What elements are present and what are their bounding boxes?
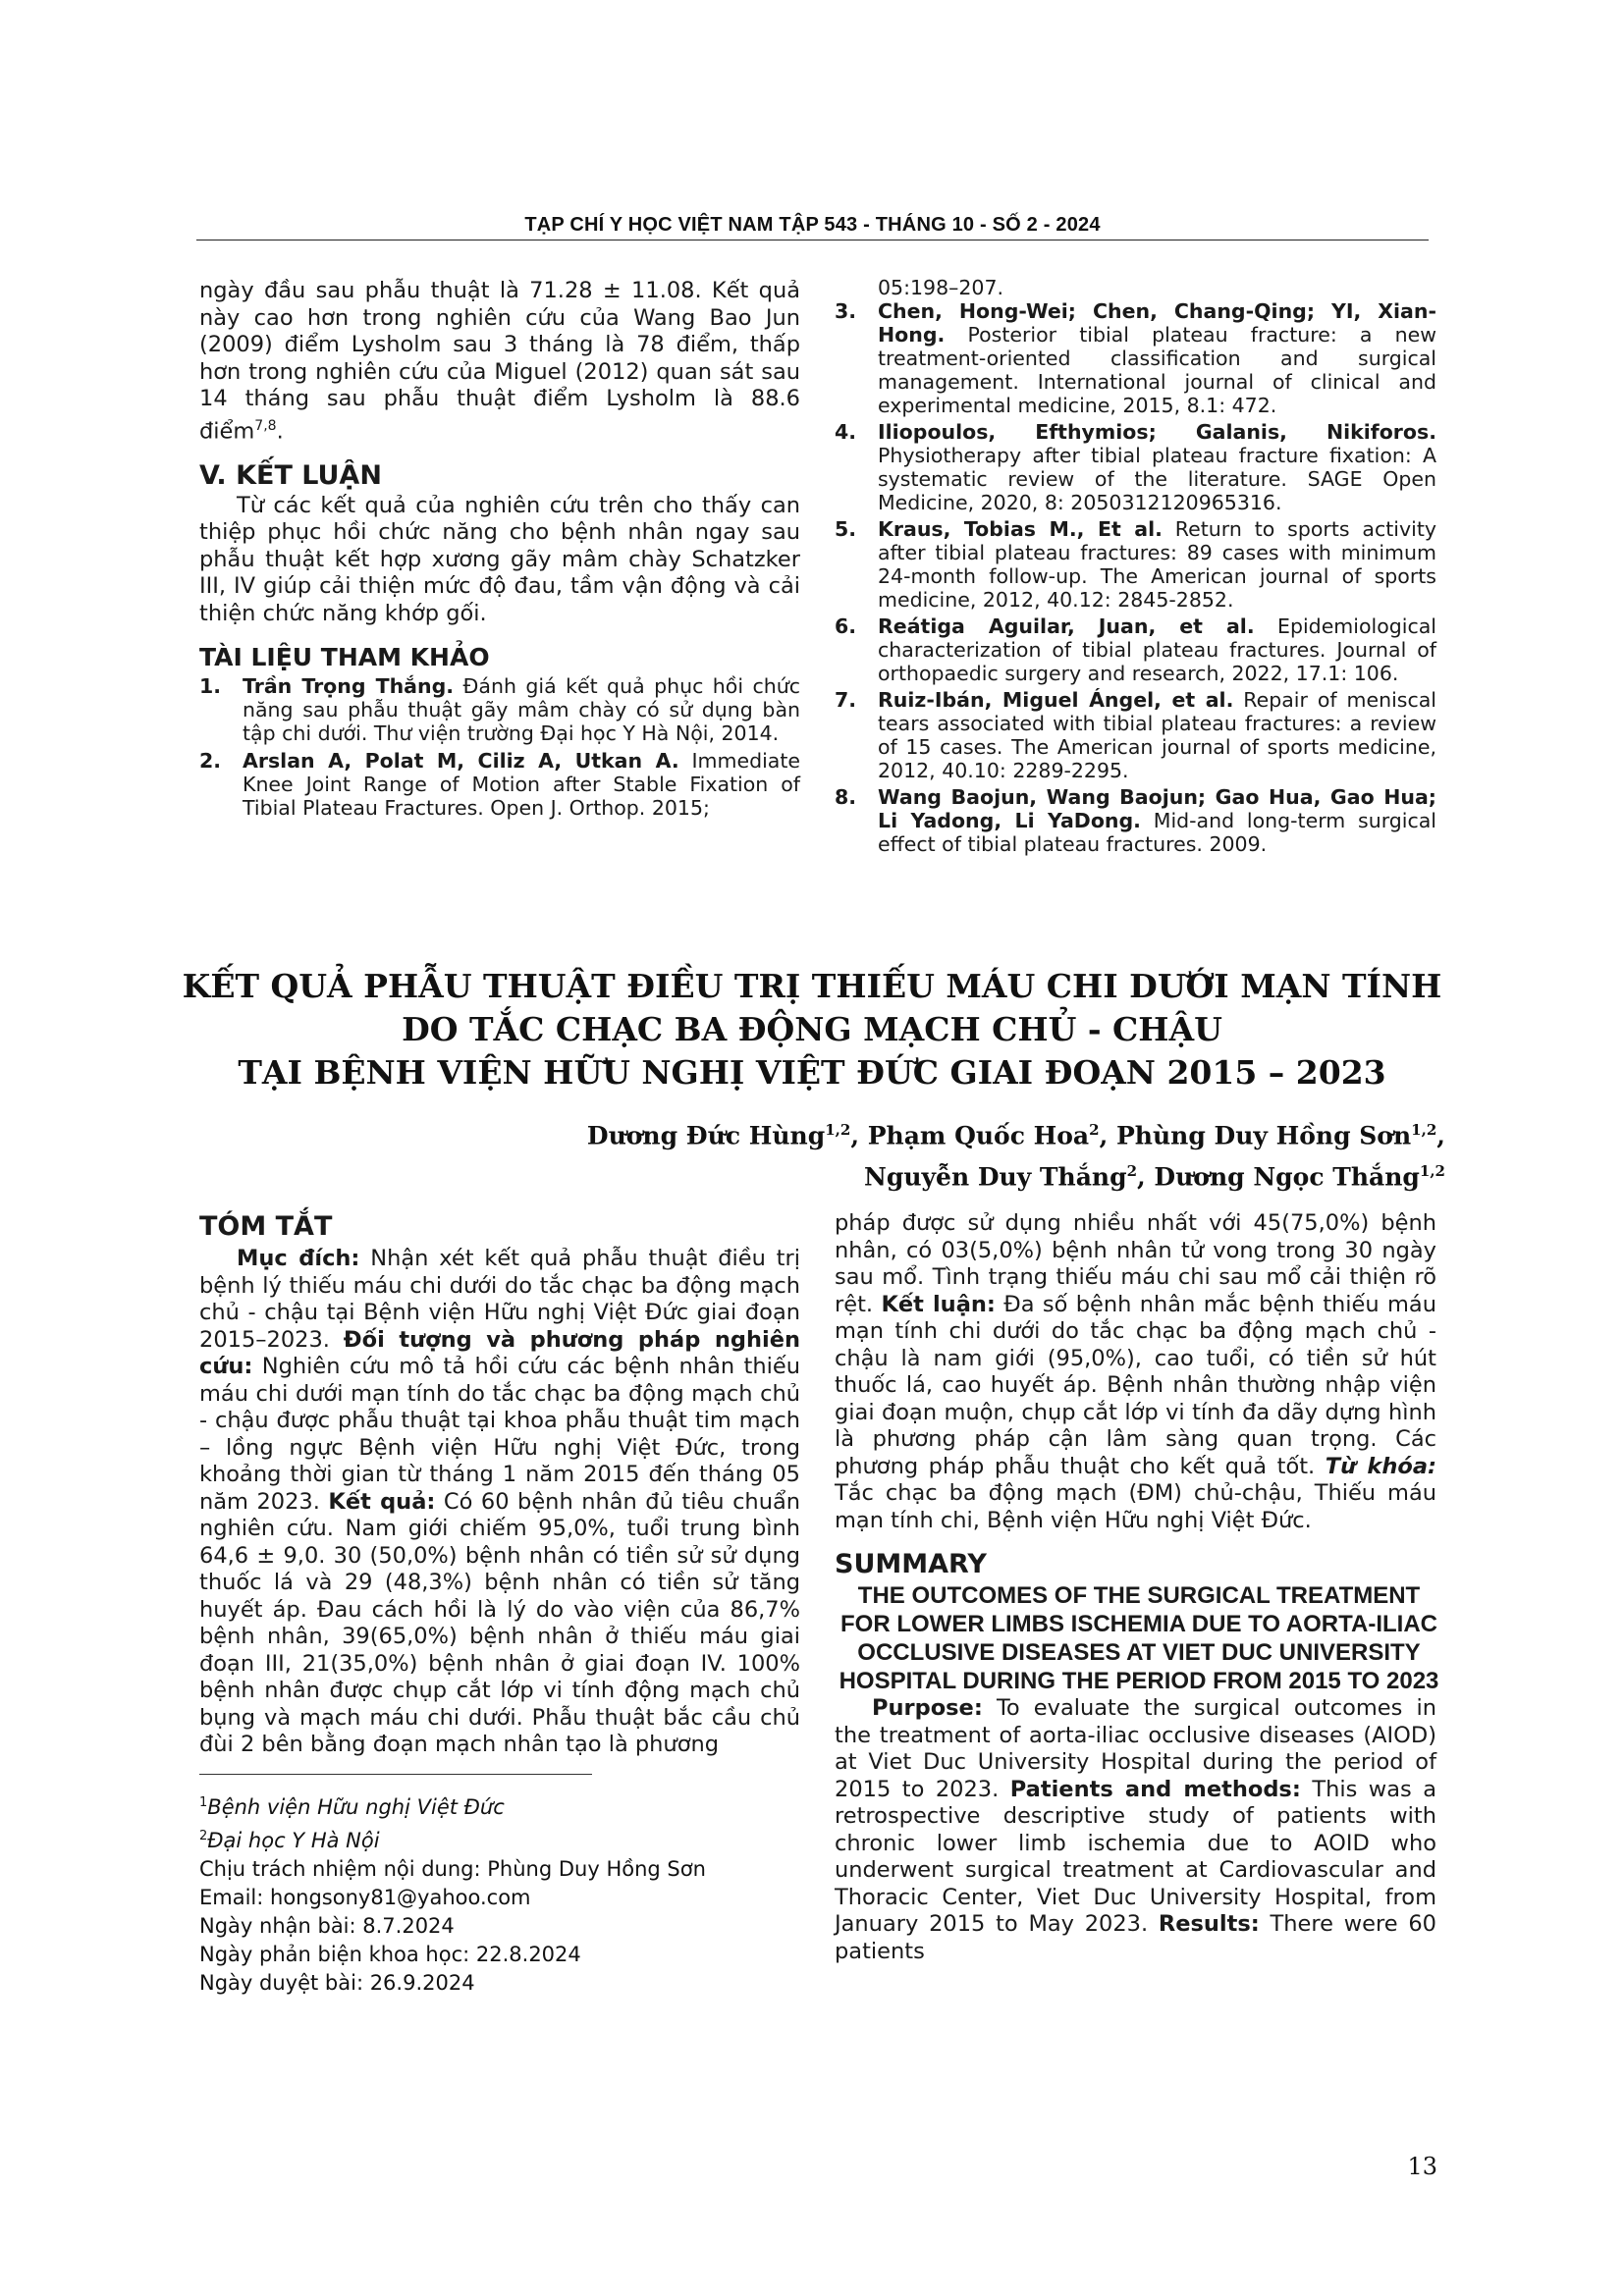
- reference-body: Đánh giá kết quả phục hồi chức năng sau phẫu thuật gãy mâm chày có sử dụng bàn tập chi dưới. Thư viện trường Đại học Y Hà Nội, 2014.: [243, 674, 800, 745]
- label-methods: Đối tượng và phương pháp nghiên cứu:: [199, 1326, 801, 1379]
- reference-item: [835, 420, 1436, 514]
- author-separator: ,: [1436, 1121, 1445, 1150]
- article-title: [157, 965, 1467, 1095]
- reference-author: Wang Baojun, Wang Baojun; Gao Hua, Gao Hua; Li Yadong, Li YaDong.: [878, 785, 1436, 832]
- running-header: TẠP CHÍ Y HỌC VIỆT NAM TẬP 543 - THÁNG 10 - SỐ 2 - 2024: [524, 214, 1101, 236]
- reference-body: Return to sports activity after tibial plateau fractures: 89 cases with minimum 24-month follow-up. The American journal of sports medicine, 2012, 40.12: 2845-2852.: [878, 517, 1436, 612]
- author-line: [587, 1153, 1445, 1195]
- text-conclusion: Đa số bệnh nhân mắc bệnh thiếu máu mạn tính chi dưới do tắc chạc ba động mạch chủ - chậu là nam giới (95,0%), cao tuổi, có tiền sử hút thuốc lá, cao huyết áp. Bệnh nhân thường nhập viện giai đoạn muộn, chụp cắt lớp vi tính đa dãy dựng hình là phương pháp cận lâm sàng quan trọng. Các phương pháp phẫu thuật cho kết quả tốt.: [835, 1291, 1436, 1479]
- label-conclusion: Kết luận:: [881, 1291, 996, 1317]
- reference-list-right: [835, 299, 1436, 856]
- reference-item: [835, 614, 1436, 685]
- label-methods-en: Patients and methods:: [1009, 1776, 1301, 1802]
- reference-item: [835, 688, 1436, 782]
- footnote-accepted: Ngày duyệt bài: 26.9.2024: [199, 1971, 475, 1995]
- author-affiliation: 1,2: [1411, 1121, 1437, 1139]
- abstract-vn-continuation: [835, 1210, 1436, 1534]
- reference-number: 6.: [835, 614, 857, 638]
- author-line: [587, 1112, 1445, 1153]
- author-name: Dương Đức Hùng: [586, 1121, 826, 1150]
- reference-text: [243, 674, 800, 745]
- reference-number: 4.: [835, 420, 857, 444]
- reference-author: Iliopoulos, Efthymios; Galanis, Nikiforos.: [878, 420, 1436, 444]
- footnote-reviewed: Ngày phản biện khoa học: 22.8.2024: [199, 1943, 581, 1966]
- author-affiliation: 1,2: [825, 1121, 851, 1139]
- reference-author: Reátiga Aguilar, Juan, et al.: [878, 614, 1255, 638]
- reference-author: Chen, Hong-Wei; Chen, Chang-Qing; YI, Xian-Hong.: [878, 299, 1436, 347]
- abstract-right: [835, 1210, 1439, 1965]
- footnote-corresponding: Chịu trách nhiệm nội dung: Phùng Duy Hồng Sơn: [199, 1857, 706, 1881]
- text-keywords: Tắc chạc ba động mạch (ĐM) chủ-chậu, Thiếu máu mạn tính chi, Bệnh viện Hữu nghị Việt Đức.: [835, 1480, 1436, 1533]
- reference-body: Immediate Knee Joint Range of Motion after Stable Fixation of Tibial Plateau Fractures. Open J. Orthop. 2015;: [243, 749, 800, 820]
- footnote-affiliation-1: [199, 1789, 800, 1822]
- references-heading: TÀI LIỆU THAM KHẢO: [199, 643, 490, 671]
- intro-text: ngày đầu sau phẫu thuật là 71.28 ± 11.08. Kết quả này cao hơn trong nghiên cứu của Wang Bao Jun (2009) điểm Lysholm sau 3 tháng là 78 điểm, thấp hơn trong nghiên cứu của Miguel (2012) quan sát sau 14 tháng sau phẫu thuật điểm Lysholm là 88.6 điểm: [199, 278, 800, 444]
- reference-number: 3.: [835, 299, 857, 323]
- intro-citation: 7,8: [254, 417, 277, 434]
- footnote-text: Bệnh viện Hữu nghị Việt Đức: [207, 1795, 505, 1819]
- title-line: DO TẮC CHẠC BA ĐỘNG MẠCH CHỦ - CHẬU: [402, 1010, 1222, 1048]
- reference-number: 1.: [199, 674, 222, 698]
- text-results-en: There were 60 patients: [835, 1911, 1436, 1964]
- reference-text: [878, 785, 1436, 856]
- reference-body: Physiotherapy after tibial plateau fracture fixation: A systematic review of the literature. SAGE Open Medicine, 2020, 8: 2050312120965316.: [878, 444, 1436, 514]
- author-separator: ,: [1137, 1162, 1155, 1192]
- reference-number: 2.: [199, 749, 222, 773]
- label-purpose-en: Purpose:: [872, 1695, 983, 1721]
- text-results: Có 60 bệnh nhân đủ tiêu chuẩn nghiên cứu. Nam giới chiếm 95,0%, tuổi trung bình 64,6 ± 9,0. 30 (50,0%) bệnh nhân có tiền sử sử dụng thuốc lá và 29 (48,3%) bệnh nhân có tiền sử tăng huyết áp. Đau cách hồi là lý do vào viện của 86,7% bệnh nhân, 39(65,0%) bệnh nhân ở thiếu máu giai đoạn III, 21(35,0%) bệnh nhân ở giai đoạn IV. 100% bệnh nhân được chụp cắt lớp vi tính động mạch chủ bụng và mạch máu chi dưới. Phẫu thuật bắc cầu chủ đùi 2 bên bằng đoạn mạch nhân tạo là phương: [199, 1488, 801, 1757]
- author-affiliation: 1,2: [1419, 1162, 1445, 1181]
- text-purpose-en: To evaluate the surgical outcomes in the treatment of aorta-iliac occlusive diseases (AIOD) at Viet Duc University Hospital during the period of 2015 to 2023.: [835, 1695, 1436, 1802]
- author-separator: ,: [850, 1121, 868, 1150]
- reference-author: Ruiz-Ibán, Miguel Ángel, et al.: [878, 688, 1234, 712]
- label-results-en: Results:: [1158, 1911, 1260, 1937]
- label-results: Kết quả:: [328, 1488, 436, 1515]
- reference-body: Epidemiological characterization of tibial plateau fractures. Journal of orthopaedic surgery and research, 2022, 17.1: 106.: [878, 614, 1436, 685]
- reference-body: Mid-and long-term surgical effect of tibial plateau fractures. 2009.: [878, 809, 1436, 856]
- reference-number: 5.: [835, 517, 857, 541]
- footnote-received: Ngày nhận bài: 8.7.2024: [199, 1914, 455, 1938]
- text-continuation: pháp được sử dụng nhiều nhất với 45(75,0%) bệnh nhân, có 03(5,0%) bệnh nhân tử vong trong 30 ngày sau mổ. Tình trạng thiếu máu chi sau mổ cải thiện rõ rệt.: [835, 1210, 1436, 1317]
- reference-author: Kraus, Tobias M., Et al.: [878, 517, 1163, 541]
- summary-title: THE OUTCOMES OF THE SURGICAL TREATMENT FOR LOWER LIMBS ISCHEMIA DUE TO AORTA-ILIAC OCCLUSIVE DISEASES AT VIET DUC UNIVERSITY HOSPITAL DURING THE PERIOD FROM 2015 TO 2023: [839, 1582, 1439, 1694]
- reference-text: [878, 614, 1436, 685]
- reference-number: 8.: [835, 785, 857, 809]
- reference-text: [243, 749, 800, 820]
- title-line: TẠI BỆNH VIỆN HỮU NGHỊ VIỆT ĐỨC GIAI ĐOẠN 2015 – 2023: [238, 1053, 1386, 1092]
- author-affiliation: 2: [1126, 1162, 1137, 1181]
- reference-text: [878, 688, 1436, 782]
- footnotes: [199, 1789, 800, 1998]
- reference-text: [878, 299, 1436, 417]
- reference-body: Posterior tibial plateau fracture: a new treatment-oriented classification and surgical management. International journal of clinical and experimental medicine, 2015, 8.1: 472.: [878, 323, 1436, 417]
- reference-text: [878, 420, 1436, 514]
- abstract-heading: TÓM TẮT: [199, 1211, 333, 1242]
- summary-heading: SUMMARY: [835, 1549, 987, 1579]
- abstract-vn-left: [199, 1210, 800, 1759]
- title-line: KẾT QUẢ PHẪU THUẬT ĐIỀU TRỊ THIẾU MÁU CHI DƯỚI MẠN TÍNH: [182, 967, 1442, 1005]
- reference-number: 7.: [835, 688, 857, 712]
- author-name: Nguyễn Duy Thắng: [864, 1162, 1127, 1192]
- text-methods-en: This was a retrospective descriptive study of patients with chronic lower limb ischemia due to AOID who underwent surgical treatment at Cardiovascular and Thoracic Center, Viet Duc University Hospital, from January 2015 to May 2023.: [835, 1776, 1436, 1937]
- footnote-sup: 1: [199, 1795, 208, 1810]
- reference-text: [878, 517, 1436, 612]
- reference-body: 05:198–207.: [878, 276, 1004, 299]
- text-methods: Nghiên cứu mô tả hồi cứu các bệnh nhân thiếu máu chi dưới mạn tính do tắc chạc ba động mạch chủ - chậu được phẫu thuật tại khoa phẫu thuật tim mạch – lồng ngực Bệnh viện Hữu nghị Việt Đức, trong khoảng thời gian từ tháng 1 năm 2015 đến tháng 05 năm 2023.: [199, 1354, 800, 1515]
- author-affiliation: 2: [1089, 1121, 1100, 1139]
- author-name: Dương Ngọc Thắng: [1154, 1162, 1420, 1192]
- author-list: [587, 1112, 1445, 1196]
- reference-author: Trần Trọng Thắng.: [243, 674, 455, 698]
- reference-list-left: [199, 674, 800, 820]
- page-number: 13: [1407, 2153, 1437, 2180]
- reference-item: [835, 785, 1436, 856]
- author-name: Phùng Duy Hồng Sơn: [1116, 1121, 1412, 1150]
- author-name: Phạm Quốc Hoa: [867, 1121, 1090, 1150]
- footnote-text: Đại học Y Hà Nội: [207, 1829, 380, 1852]
- reference-item: [199, 674, 800, 745]
- reference-item: [835, 299, 1436, 417]
- label-purpose: Mục đích:: [237, 1246, 360, 1271]
- summary-text: [835, 1695, 1436, 1965]
- author-separator: ,: [1099, 1121, 1116, 1150]
- text-purpose: Nhận xét kết quả phẫu thuật điều trị bệnh lý thiếu máu chi dưới do tắc chạc ba động mạch chủ - chậu tại Bệnh viện Hữu nghị Việt Đức giai đoạn 2015–2023.: [199, 1246, 800, 1353]
- reference-author: Arslan A, Polat M, Ciliz A, Utkan A.: [243, 749, 679, 773]
- footnote-affiliation-2: [199, 1822, 800, 1855]
- right-column-top: [835, 276, 1436, 856]
- abstract-vn-text: [199, 1246, 800, 1759]
- reference-item: [835, 517, 1436, 612]
- reference-body: Repair of meniscal tears associated with tibial plateau fractures: a review of 15 cases. The American journal of sports medicine, 2012, 40.10: 2289-2295.: [878, 688, 1436, 782]
- footnote-sup: 2: [199, 1829, 208, 1843]
- conclusion-heading: V. KẾT LUẬN: [199, 459, 382, 491]
- label-keywords: Từ khóa:: [1325, 1453, 1436, 1479]
- footnote-email: Email: hongsony81@yahoo.com: [199, 1886, 531, 1909]
- reference-continuation: [835, 276, 1436, 299]
- intro-paragraph: ngày đầu sau phẫu thuật là 71.28 ± 11.08. Kết quả này cao hơn trong nghiên cứu của Wang Bao Jun (2009) điểm Lysholm sau 3 tháng là 78 điểm, thấp hơn trong nghiên cứu của Miguel (2012) quan sát sau 14 tháng sau phẫu thuật điểm Lysholm là 88.6 điểm$^{7,8}$.: [199, 278, 800, 444]
- reference-item: [199, 749, 800, 820]
- conclusion-text: Từ các kết quả của nghiên cứu trên cho thấy can thiệp phục hồi chức năng cho bệnh nhân ngay sau phẫu thuật kết hợp xương gãy mâm chày Schatzker III, IV giúp cải thiện mức độ đau, tầm vận động và cải thiện chức năng khớp gối.: [199, 492, 800, 626]
- footnote-rule: [199, 1774, 592, 1775]
- left-column-top: [199, 278, 800, 820]
